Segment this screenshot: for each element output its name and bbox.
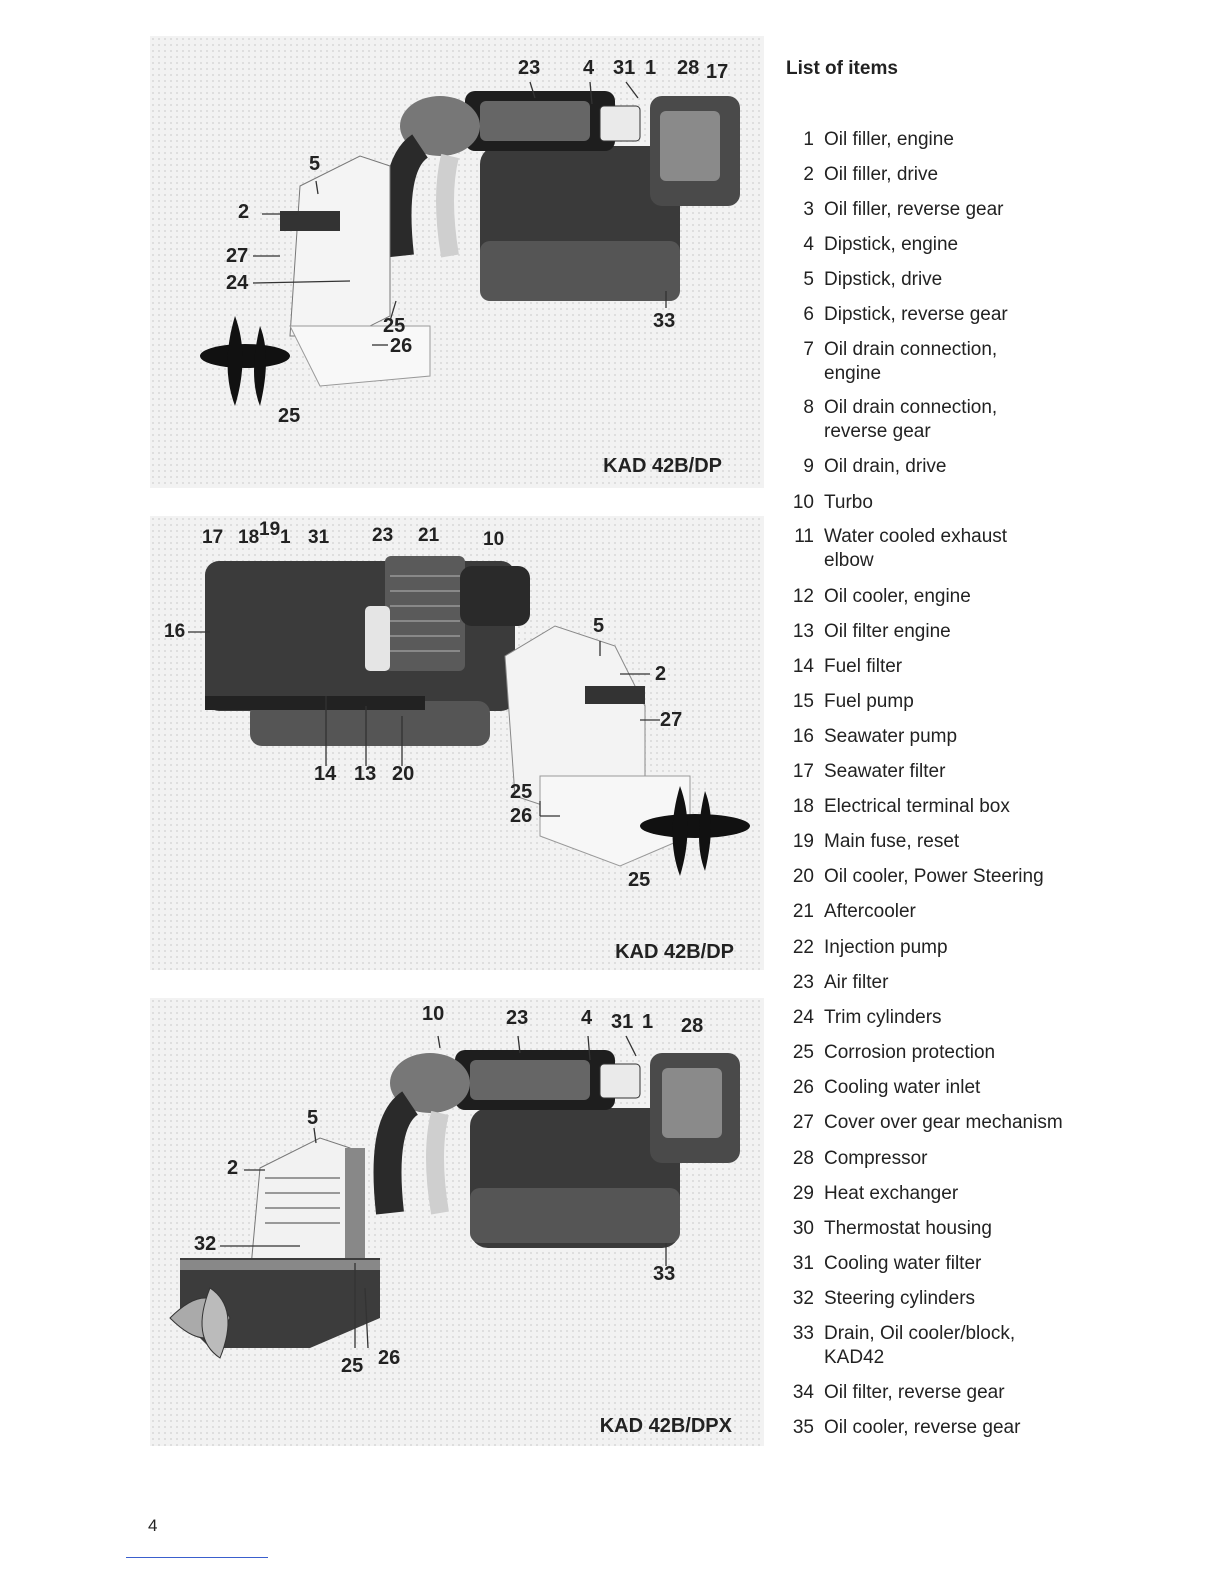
- item-number: 26: [792, 1077, 814, 1098]
- item-text: Dipstick, reverse gear: [824, 304, 1008, 325]
- callout-label: 20: [392, 763, 415, 785]
- model-caption: KAD 42B/DP: [615, 941, 734, 963]
- item-number: 18: [792, 796, 814, 817]
- list-item: [790, 1252, 1100, 1276]
- item-text: Air filter: [824, 972, 889, 993]
- item-number: 23: [792, 972, 814, 993]
- item-number: 35: [792, 1417, 814, 1438]
- callout-label: 4: [581, 1007, 593, 1029]
- list-item: [790, 585, 1100, 609]
- list-item: [790, 830, 1100, 854]
- list-item: [790, 1287, 1100, 1311]
- list-item: [790, 525, 1100, 573]
- item-text: Oil cooler, Power Steering: [824, 866, 1044, 887]
- list-item: [790, 128, 1100, 152]
- callout-label: 33: [653, 1263, 676, 1285]
- engine-illustration: [150, 998, 764, 1446]
- item-number: 20: [792, 866, 814, 887]
- item-text: Oil filter engine: [824, 621, 951, 642]
- list-item: [790, 1041, 1100, 1065]
- page-number: 4: [148, 1516, 158, 1535]
- item-text: Seawater filter: [824, 761, 946, 782]
- item-number: 4: [803, 234, 814, 255]
- callout-label: 31: [611, 1011, 634, 1033]
- list-item: [790, 1322, 1100, 1370]
- callout-label: 1: [280, 527, 291, 548]
- item-text: Water cooled exhaust elbow: [824, 526, 1008, 571]
- list-item: [790, 620, 1100, 644]
- item-number: 24: [792, 1007, 814, 1028]
- list-item: [790, 971, 1100, 995]
- item-number: 13: [792, 621, 814, 642]
- list-item: [790, 795, 1100, 819]
- item-text: Aftercooler: [824, 901, 916, 922]
- callout-label: 5: [309, 153, 321, 175]
- callout-label: 2: [227, 1157, 239, 1179]
- item-number: 1: [803, 129, 814, 150]
- item-number: 2: [803, 164, 814, 185]
- item-number: 3: [803, 199, 814, 220]
- list-item: [790, 1111, 1100, 1135]
- callout-label: 23: [518, 57, 541, 79]
- list-item: [790, 163, 1100, 187]
- item-number: 19: [792, 831, 814, 852]
- list-item: [790, 1381, 1100, 1405]
- callout-label: 4: [583, 57, 595, 79]
- callout-label: 17: [202, 527, 224, 548]
- list-item: [790, 198, 1100, 222]
- list-item: [790, 268, 1100, 292]
- callout-label: 27: [660, 709, 683, 731]
- item-number: 27: [792, 1112, 814, 1133]
- item-number: 8: [803, 397, 814, 418]
- engine-illustration: [150, 516, 764, 970]
- list-item: [790, 1182, 1100, 1206]
- item-text: Cooling water inlet: [824, 1077, 981, 1098]
- list-item: [790, 1416, 1100, 1440]
- list-item: [790, 338, 1100, 386]
- list-item: [790, 396, 1100, 444]
- item-text: Fuel pump: [824, 691, 914, 712]
- item-text: Thermostat housing: [824, 1218, 992, 1239]
- item-text: Cover over gear mechanism: [824, 1112, 1063, 1133]
- callout-label: 5: [593, 615, 605, 637]
- item-text: Oil drain connection, reverse gear: [824, 397, 998, 442]
- footer-divider: [126, 1557, 268, 1558]
- list-item: [790, 936, 1100, 960]
- item-number: 5: [803, 269, 814, 290]
- item-number: 29: [792, 1183, 814, 1204]
- list-item: [790, 233, 1100, 257]
- callout-label: 31: [613, 57, 636, 79]
- callout-label: 23: [372, 525, 394, 546]
- item-number: 34: [792, 1382, 814, 1403]
- callout-label: 31: [308, 527, 330, 548]
- callout-label: 14: [314, 763, 337, 785]
- list-item: [790, 491, 1100, 515]
- item-number: 15: [792, 691, 814, 712]
- item-text: Oil filler, engine: [824, 129, 954, 150]
- engine-photo-kad42b-dp-side: [150, 516, 764, 970]
- item-text: Drain, Oil cooler/block, KAD42: [824, 1323, 1016, 1368]
- item-text: Dipstick, drive: [824, 269, 943, 290]
- callout-label: 16: [164, 621, 186, 642]
- item-text: Oil filler, reverse gear: [824, 199, 1004, 220]
- item-number: 17: [792, 761, 814, 782]
- item-text: Oil filter, reverse gear: [824, 1382, 1005, 1403]
- list-item: [790, 655, 1100, 679]
- item-number: 32: [792, 1288, 814, 1309]
- list-item: [790, 725, 1100, 749]
- callout-label: 28: [681, 1015, 704, 1037]
- item-number: 7: [803, 339, 814, 360]
- list-item: [790, 455, 1100, 479]
- callout-label: 2: [238, 201, 250, 223]
- item-text: Steering cylinders: [824, 1288, 976, 1309]
- callout-label: 10: [422, 1003, 445, 1025]
- callout-label: 13: [354, 763, 377, 785]
- list-item: [790, 900, 1100, 924]
- item-text: Injection pump: [824, 937, 948, 958]
- item-text: Turbo: [824, 492, 873, 513]
- callout-label: 23: [506, 1007, 529, 1029]
- callout-label: 26: [390, 335, 413, 357]
- item-text: Cooling water filter: [824, 1253, 982, 1274]
- callout-label: 19: [259, 519, 281, 540]
- engine-photo-kad42b-dpx: [150, 998, 764, 1446]
- list-item: [790, 1147, 1100, 1171]
- item-text: Trim cylinders: [824, 1007, 942, 1028]
- list-item: [790, 760, 1100, 784]
- callout-label: 5: [307, 1107, 319, 1129]
- item-number: 12: [792, 586, 814, 607]
- callout-label: 26: [510, 805, 533, 827]
- item-text: Dipstick, engine: [824, 234, 959, 255]
- callout-label: 10: [483, 529, 505, 550]
- item-number: 30: [792, 1218, 814, 1239]
- item-text: Seawater pump: [824, 726, 958, 747]
- callout-label: 28: [677, 57, 700, 79]
- engine-photo-kad42b-dp-top: [150, 36, 764, 488]
- item-text: Compressor: [824, 1148, 928, 1169]
- callout-label: 18: [238, 527, 260, 548]
- callout-label: 33: [653, 310, 676, 332]
- item-number: 11: [794, 526, 814, 547]
- callout-label: 25: [341, 1355, 364, 1377]
- item-text: Main fuse, reset: [824, 831, 960, 852]
- callout-label: 25: [510, 781, 533, 803]
- item-number: 21: [792, 901, 814, 922]
- item-text: Corrosion protection: [824, 1042, 996, 1063]
- list-title: List of items: [786, 58, 898, 79]
- list-item: [790, 1006, 1100, 1030]
- callout-label: 17: [706, 61, 729, 83]
- callout-label: 25: [278, 405, 301, 427]
- callout-label: 32: [194, 1233, 217, 1255]
- item-number: 25: [792, 1042, 814, 1063]
- item-text: Heat exchanger: [824, 1183, 959, 1204]
- callout-label: 27: [226, 245, 249, 267]
- item-text: Oil cooler, reverse gear: [824, 1417, 1021, 1438]
- callout-label: 25: [383, 315, 406, 337]
- item-number: 16: [792, 726, 814, 747]
- list-item: [790, 690, 1100, 714]
- callout-label: 26: [378, 1347, 401, 1369]
- list-item: [790, 303, 1100, 327]
- item-text: Oil drain, drive: [824, 456, 947, 477]
- callout-label: 1: [645, 57, 657, 79]
- item-number: 10: [792, 492, 814, 513]
- item-text: Oil cooler, engine: [824, 586, 971, 607]
- item-text: Oil drain connection, engine: [824, 339, 998, 384]
- item-number: 6: [803, 304, 814, 325]
- list-item: [790, 865, 1100, 889]
- item-number: 31: [792, 1253, 814, 1274]
- item-number: 9: [803, 456, 814, 477]
- model-caption: KAD 42B/DPX: [599, 1415, 732, 1437]
- item-number: 28: [792, 1148, 814, 1169]
- callout-label: 21: [418, 525, 440, 546]
- callout-label: 2: [655, 663, 667, 685]
- item-number: 14: [792, 656, 814, 677]
- callout-label: 25: [628, 869, 651, 891]
- item-text: Electrical terminal box: [824, 796, 1010, 817]
- callout-label: 24: [226, 272, 249, 294]
- item-text: Oil filler, drive: [824, 164, 939, 185]
- item-number: 22: [792, 937, 814, 958]
- callout-label: 1: [642, 1011, 654, 1033]
- list-item: [790, 1217, 1100, 1241]
- item-text: Fuel filter: [824, 656, 903, 677]
- list-item: [790, 1076, 1100, 1100]
- model-caption: KAD 42B/DP: [603, 455, 722, 477]
- item-number: 33: [792, 1323, 814, 1344]
